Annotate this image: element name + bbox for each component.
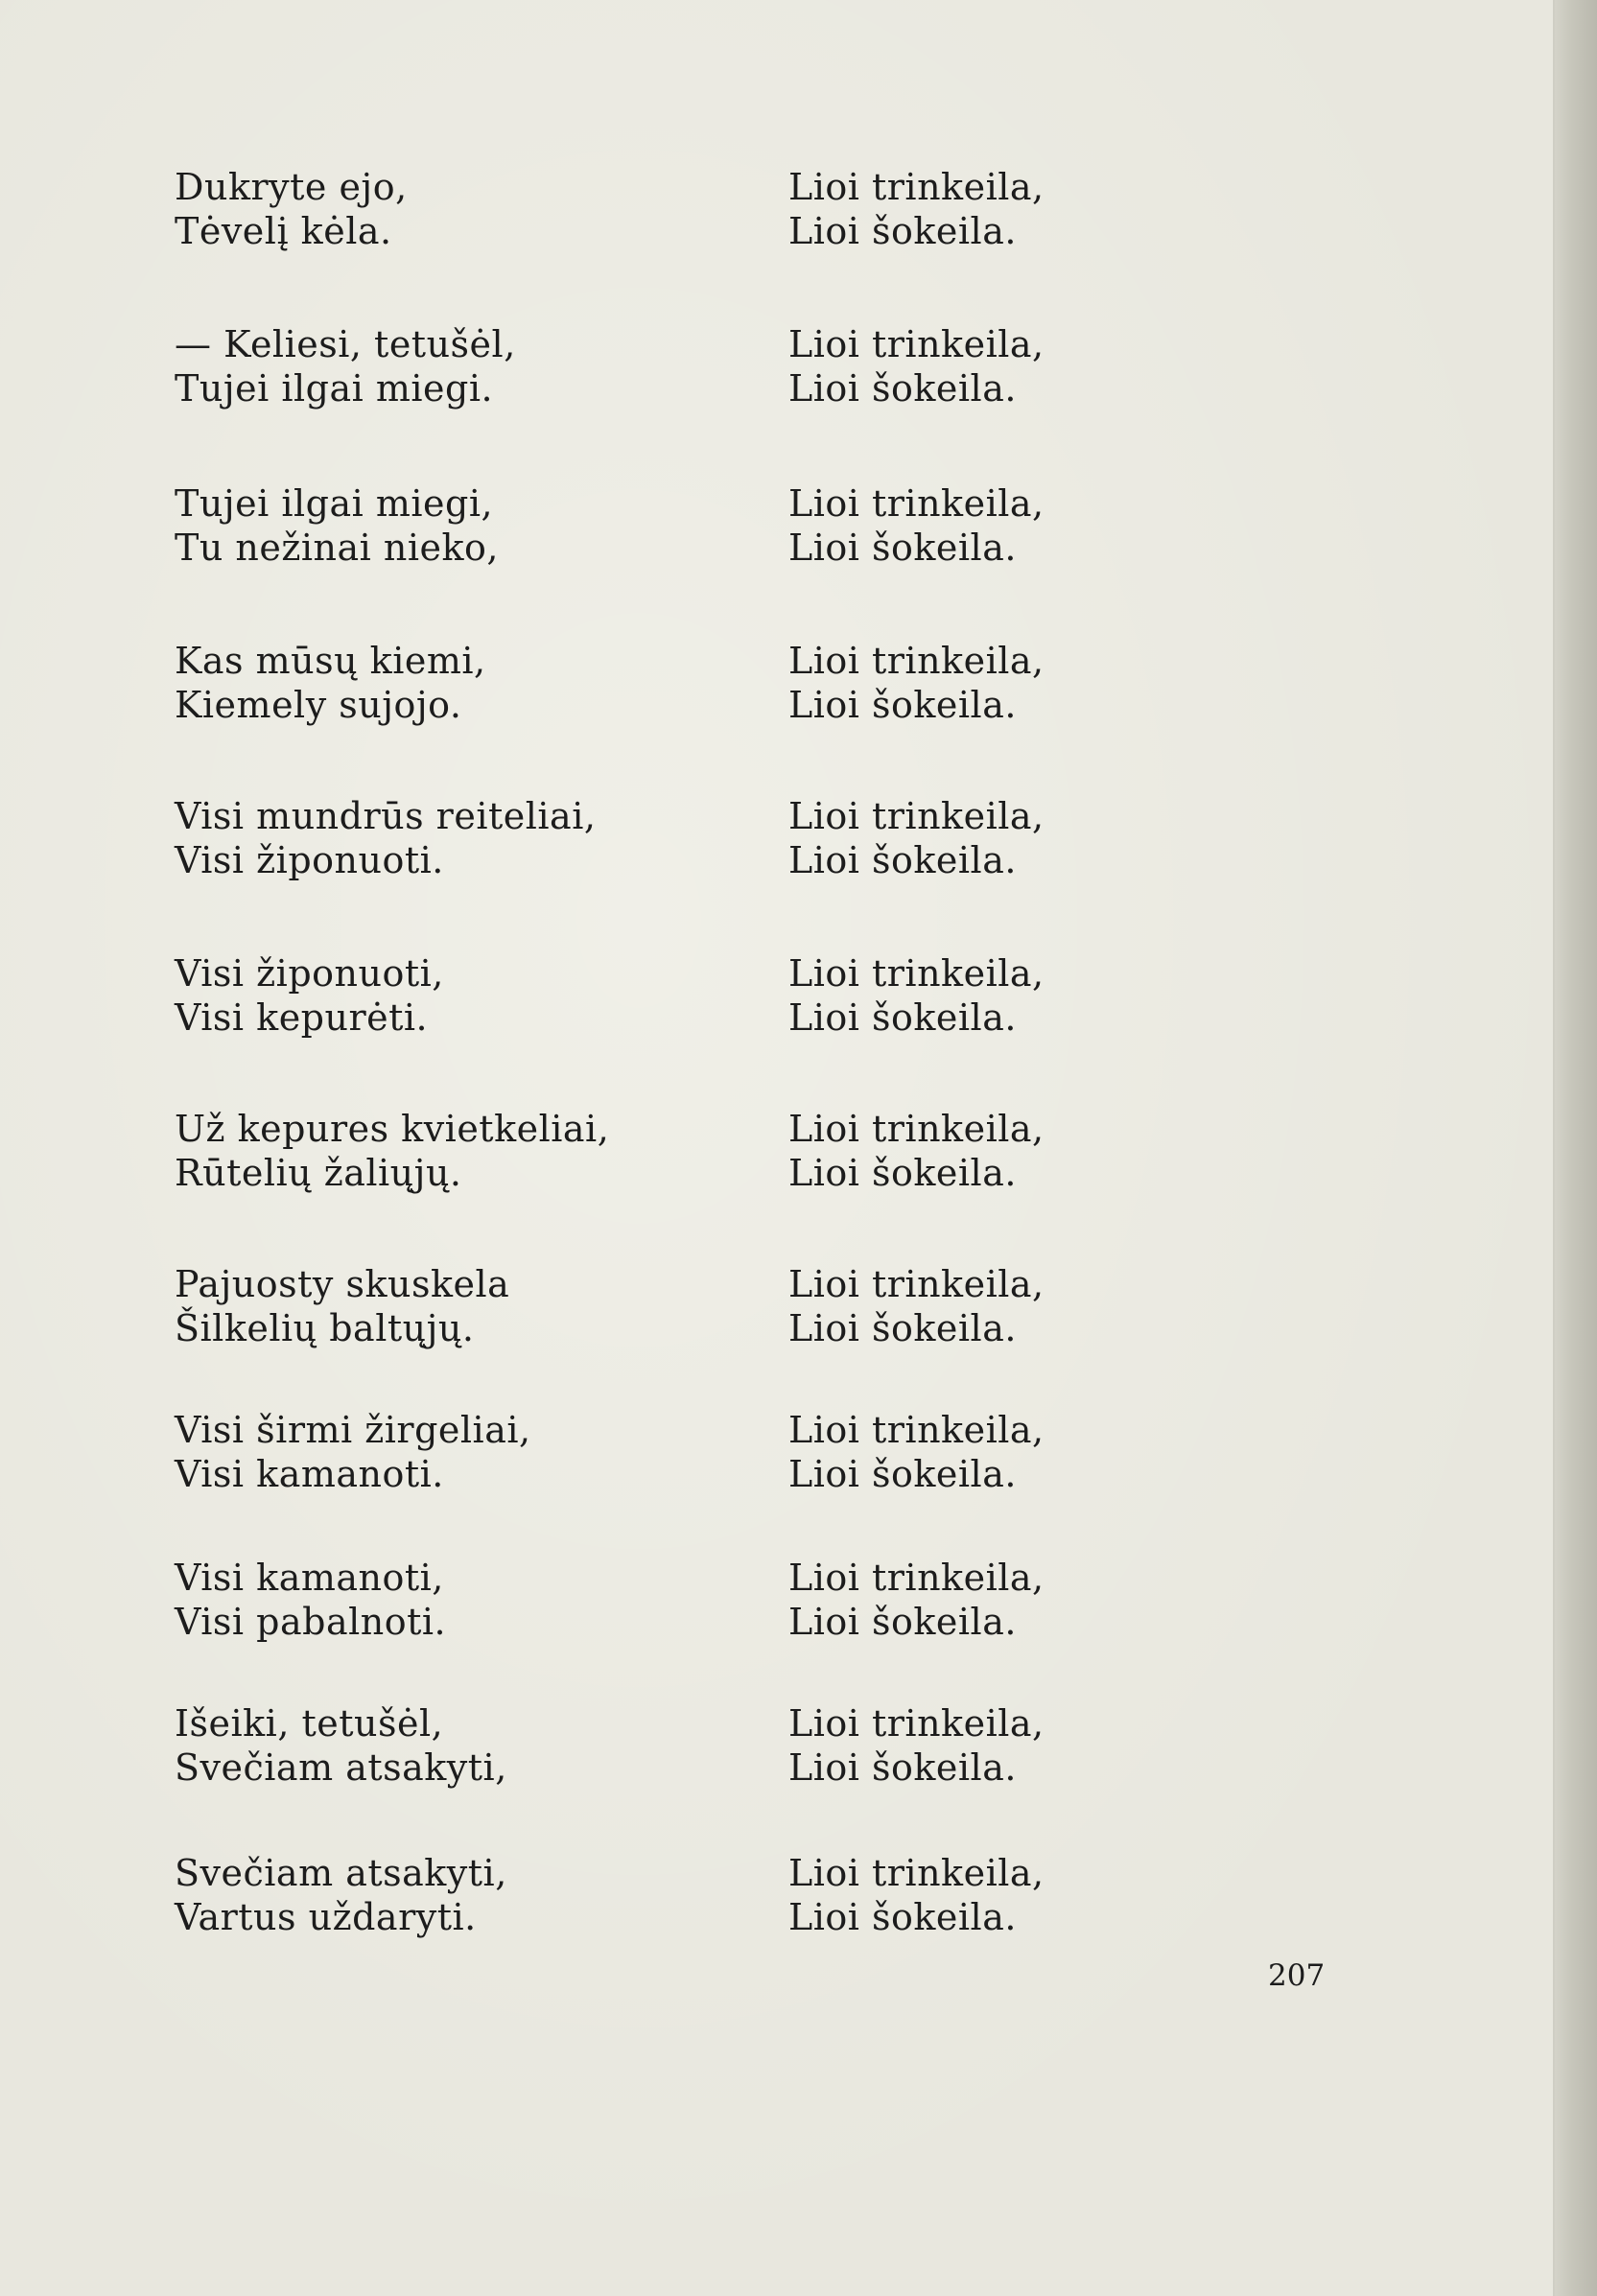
verse-line: Tujei ilgai miegi. — [175, 367, 494, 410]
stanza — [0, 951, 1535, 1057]
stanza — [0, 481, 1535, 587]
stanza — [0, 794, 1535, 900]
refrain-line: Lioi šokeila. — [788, 1307, 1017, 1349]
refrain-line: Lioi trinkeila, — [788, 1702, 1045, 1745]
refrain-line: Lioi šokeila. — [788, 839, 1017, 881]
stanza — [0, 165, 1535, 270]
refrain-line: Lioi trinkeila, — [788, 1557, 1045, 1599]
refrain-line: Lioi trinkeila, — [788, 640, 1045, 682]
refrain-line: Lioi šokeila. — [788, 1896, 1017, 1938]
verse-line: Visi žiponuoti, — [175, 952, 444, 995]
refrain-line: Lioi trinkeila, — [788, 952, 1045, 995]
refrain-line: Lioi šokeila. — [788, 684, 1017, 726]
refrain-line: Lioi šokeila. — [788, 1601, 1017, 1643]
stanza — [0, 1701, 1535, 1807]
stanza — [0, 322, 1535, 428]
refrain-line: Lioi trinkeila, — [788, 323, 1045, 365]
verse-line: Visi kamanoti. — [175, 1453, 444, 1495]
verse-line: Kas mūsų kiemi, — [175, 640, 486, 682]
verse-line: Visi pabalnoti. — [175, 1601, 447, 1643]
stanza — [0, 639, 1535, 744]
verse-line: Tujei ilgai miegi, — [175, 482, 494, 525]
verse-line: Už kepures kvietkeliai, — [175, 1108, 610, 1150]
refrain-line: Lioi šokeila. — [788, 210, 1017, 252]
verse-line: Visi žiponuoti. — [175, 839, 444, 881]
refrain-line: Lioi trinkeila, — [788, 482, 1045, 525]
verse-line: Visi mundrūs reiteliai, — [175, 795, 597, 837]
refrain-line: Lioi trinkeila, — [788, 795, 1045, 837]
verse-line: Tu nežinai nieko, — [175, 527, 499, 569]
stanza — [0, 1556, 1535, 1661]
verse-line: Visi širmi žirgeliai, — [175, 1409, 531, 1451]
refrain-line: Lioi šokeila. — [788, 527, 1017, 569]
verse-line: Visi kamanoti, — [175, 1557, 444, 1599]
refrain-line: Lioi trinkeila, — [788, 1852, 1045, 1894]
verse-line: Svečiam atsakyti, — [175, 1746, 507, 1789]
refrain-line: Lioi šokeila. — [788, 996, 1017, 1039]
stanza — [0, 1408, 1535, 1513]
verse-line: Tėvelį kėla. — [175, 210, 392, 252]
refrain-line: Lioi šokeila. — [788, 1746, 1017, 1789]
refrain-line: Lioi trinkeila, — [788, 1409, 1045, 1451]
refrain-line: Lioi šokeila. — [788, 367, 1017, 410]
refrain-line: Lioi šokeila. — [788, 1152, 1017, 1194]
verse-line: — Keliesi, tetušėl, — [175, 323, 516, 365]
page-edge — [1553, 0, 1597, 2296]
stanza — [0, 1262, 1535, 1368]
verse-line: Vartus uždaryti. — [175, 1896, 477, 1938]
page-number: 207 — [1268, 1958, 1326, 1993]
verse-line: Šilkelių baltųjų. — [175, 1307, 475, 1349]
refrain-line: Lioi trinkeila, — [788, 1263, 1045, 1305]
stanza — [0, 1107, 1535, 1212]
refrain-line: Lioi trinkeila, — [788, 166, 1045, 208]
verse-line: Dukryte ejo, — [175, 166, 408, 208]
stanza — [0, 1851, 1535, 1956]
verse-line: Išeiki, tetušėl, — [175, 1702, 444, 1745]
verse-line: Pajuosty skuskela — [175, 1263, 510, 1305]
verse-line: Svečiam atsakyti, — [175, 1852, 507, 1894]
refrain-line: Lioi trinkeila, — [788, 1108, 1045, 1150]
verse-line: Kiemely sujojo. — [175, 684, 462, 726]
refrain-line: Lioi šokeila. — [788, 1453, 1017, 1495]
verse-line: Rūtelių žaliųjų. — [175, 1152, 462, 1194]
verse-line: Visi kepurėti. — [175, 996, 429, 1039]
